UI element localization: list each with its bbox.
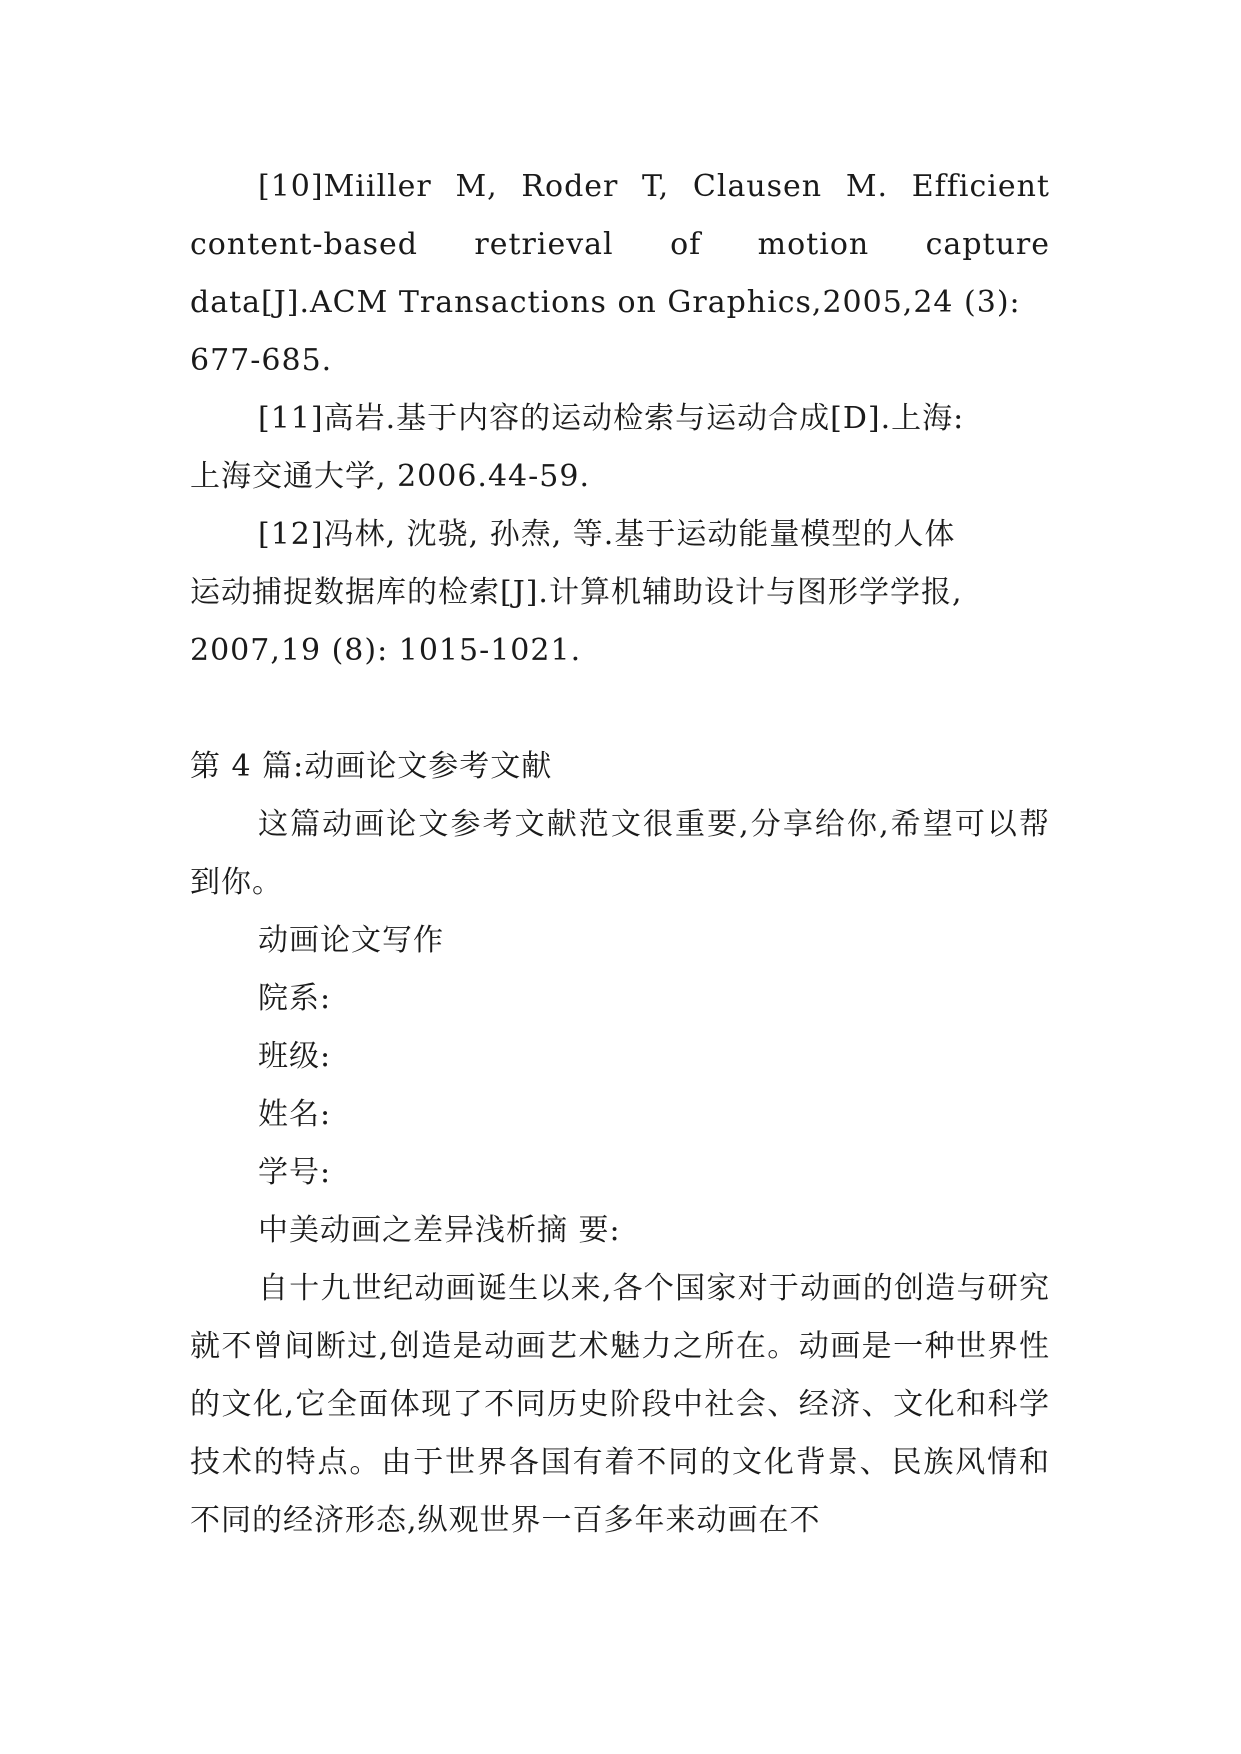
field-student-id: 学号:	[258, 1155, 332, 1190]
reference-12-line-2: 运动捕捉数据库的检索[J].计算机辅助设计与图形学学报,	[190, 575, 963, 610]
reference-12-line-3: 2007,19 (8): 1015-1021.	[190, 633, 582, 668]
reference-10	[190, 158, 1050, 390]
field-name: 姓名:	[258, 1097, 332, 1132]
reference-12-line-1: [12]冯林, 沈骁, 孙焘, 等.基于运动能量模型的人体	[258, 517, 956, 552]
document-body	[190, 158, 1050, 1550]
reference-10-line-4: 677-685.	[190, 343, 333, 378]
reference-10-line-3: data[J].ACM Transactions on Graphics,2005,24 (3):	[190, 285, 1021, 320]
section-heading: 第 4 篇:动画论文参考文献	[190, 749, 553, 784]
reference-11	[190, 390, 1050, 506]
field-department: 院系:	[258, 981, 332, 1016]
abstract-title: 中美动画之差异浅析摘 要:	[258, 1213, 621, 1248]
reference-11-line-1: [11]高岩.基于内容的运动检索与运动合成[D].上海:	[258, 401, 965, 436]
reference-10-line-1: [10]Miiller M, Roder T, Clausen M. Efficient	[258, 169, 1050, 204]
section-subtitle: 动画论文写作	[258, 923, 444, 958]
abstract-body: 自十九世纪动画诞生以来,各个国家对于动画的创造与研究就不曾间断过,创造是动画艺术魅力之所在。动画是一种世界性的文化,它全面体现了不同历史阶段中社会、经济、文化和科学技术的特点。由于世界各国有着不同的文化背景、民族风情和不同的经济形态,纵观世界一百多年来动画在不	[190, 1271, 1050, 1538]
reference-12	[190, 506, 1050, 680]
reference-11-line-2: 上海交通大学, 2006.44-59.	[190, 459, 590, 494]
reference-10-line-2: content-based retrieval of motion capture	[190, 227, 1050, 262]
field-class: 班级:	[258, 1039, 332, 1074]
section-intro: 这篇动画论文参考文献范文很重要,分享给你,希望可以帮到你。	[190, 807, 1050, 900]
